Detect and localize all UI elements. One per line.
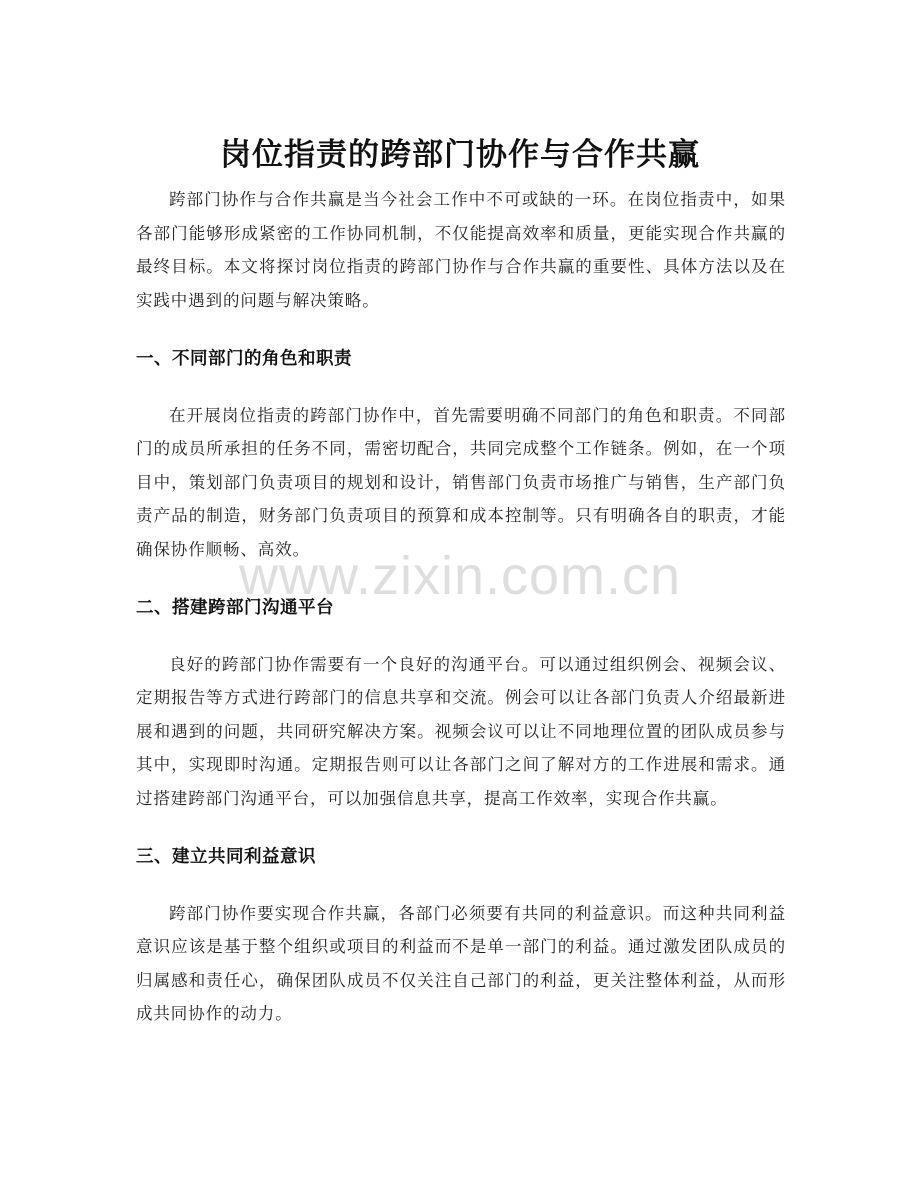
section-heading-roles: 一、不同部门的角色和职责	[136, 349, 352, 369]
section-heading-shared-interest: 三、建立共同利益意识	[136, 847, 316, 867]
page-title: 岗位指责的跨部门协作与合作共赢	[220, 136, 700, 173]
section-body-shared-interest: 跨部门协作要实现合作共赢，各部门必须要有共同的利益意识。而这种共同利益意识应该是基于整个组织或项目的利益而不是单一部门的利益。通过激发团队成员的归属感和责任心，确保团队成员不仅关注自己部门的利益，更关注整体利益，从而形成共同协作的动力。	[136, 903, 786, 1023]
spacer	[136, 317, 786, 343]
spacer	[136, 815, 786, 841]
section-heading-communication: 二、搭建跨部门沟通平台	[136, 598, 334, 618]
spacer	[136, 875, 786, 897]
spacer	[136, 377, 786, 399]
intro-paragraph: 跨部门协作与合作共赢是当今社会工作中不可或缺的一环。在岗位指责中，如果各部门能够形成紧密的工作协同机制，不仅能提高效率和质量，更能实现合作共赢的最终目标。本文将探讨岗位指责的跨部门协作与合作共赢的重要性、具体方法以及在实践中遇到的问题与解决策略。	[136, 190, 786, 310]
section-body-roles: 在开展岗位指责的跨部门协作中，首先需要明确不同部门的角色和职责。不同部门的成员所承担的任务不同，需密切配合，共同完成整个工作链条。例如，在一个项目中，策划部门负责项目的规划和设计，销售部门负责市场推广与销售，生产部门负责产品的制造，财务部门负责项目的预算和成本控制等。只有明确各自的职责，才能确保协作顺畅、高效。	[136, 405, 786, 559]
section-body-communication: 良好的跨部门协作需要有一个良好的沟通平台。可以通过组织例会、视频会议、定期报告等方式进行跨部门的信息共享和交流。例会可以让各部门负责人介绍最新进展和遇到的问题，共同研究解决方案。视频会议可以让不同地理位置的团队成员参与其中，实现即时沟通。定期报告则可以让各部门之间了解对方的工作进展和需求。通过搭建跨部门沟通平台，可以加强信息共享，提高工作效率，实现合作共赢。	[136, 654, 786, 808]
spacer	[136, 626, 786, 648]
watermark: www.zixin.com.cn	[238, 546, 682, 606]
spacer	[136, 566, 786, 592]
document-body	[136, 183, 786, 1031]
